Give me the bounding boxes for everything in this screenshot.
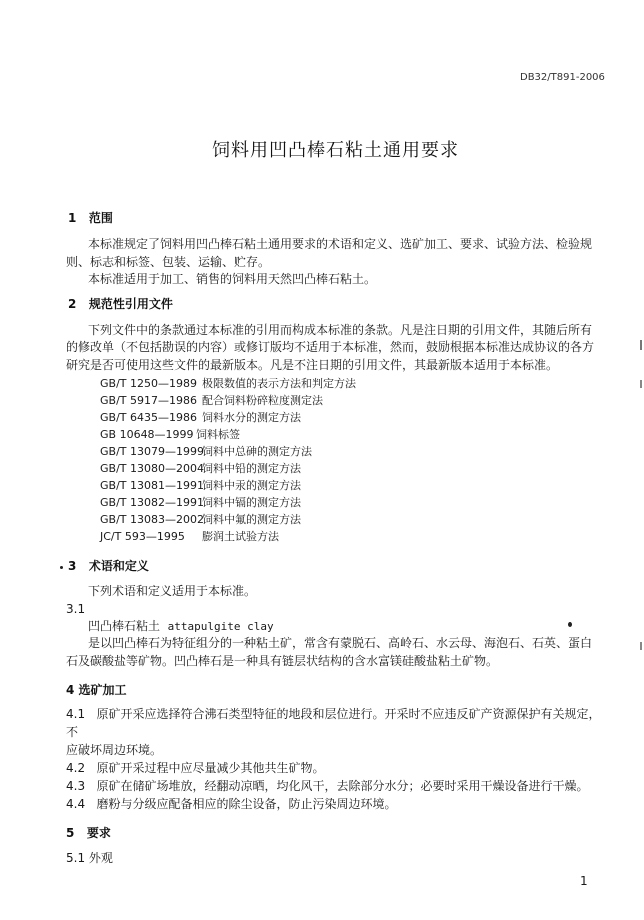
reference-item [100,528,279,544]
section-4-heading [66,681,127,698]
section-3-intro: 下列术语和定义适用于本标准。 [88,584,257,598]
reference-item [100,392,323,408]
reference-item [100,511,301,527]
subsection-number: 5.1 [66,851,86,865]
term-heading [88,618,274,635]
scan-speck [60,566,63,569]
item-number: 4.4 [66,797,86,811]
item-text: 原矿开采应选择符合沸石类型特征的地段和层位进行。开采时不应违反矿产资源保护有关规定， [96,707,601,721]
section-1-heading [68,209,113,226]
reference-code: GB/T 1250—1989 [100,377,197,390]
item-text: 磨粉与分级应配备相应的除尘设备，防止污染周边环境。 [96,797,397,811]
reference-code: GB 10648—1999 [100,428,194,441]
reference-name: 饲料中铅的测定方法 [202,462,301,475]
term-definition-line-2: 石及碳酸盐等矿物。凹凸棒石是一种具有链层状结构的含水富镁硅酸盐粘土矿物。 [66,654,499,668]
section-title: 选矿加工 [78,683,127,697]
reference-item [100,426,240,442]
section-2-intro-line-1: 下列文件中的条款通过本标准的引用而构成本标准的条款。凡是注日期的引用文件，其随后所有 [88,323,593,337]
reference-name: 膨润土试验方法 [202,530,279,543]
section-2-intro-line-3: 研究是否可使用这些文件的最新版本。凡是不注日期的引用文件，其最新版本适用于本标准。 [66,358,559,372]
section-title: 范围 [88,211,113,225]
reference-code: JC/T 593—1995 [100,530,185,543]
document-code: DB32/T891-2006 [520,72,605,83]
reference-name: 饲料中总砷的测定方法 [202,445,312,458]
scan-edge-mark [640,380,642,388]
reference-name: 饲料中镉的测定方法 [202,496,301,509]
section-4-item [66,796,397,813]
page-number: 1 [580,874,588,888]
reference-name: 配合饲料粉碎粒度测定法 [202,394,323,407]
section-5-1-heading [66,850,113,867]
term-definition-line-1: 是以凹凸棒石为特征组分的一种粘土矿，常含有蒙脱石、高岭石、水云母、海泡石、石英、蛋白 [88,636,593,650]
scan-edge-mark [640,340,642,350]
section-1-para-2: 本标准适用于加工、销售的饲料用天然凹凸棒石粘土。 [88,272,377,286]
section-5-heading [66,824,111,841]
section-4-item [66,760,325,777]
reference-code: GB/T 13082—1991 [100,496,204,509]
document-title: 饲料用凹凸棒石粘土通用要求 [212,140,459,161]
reference-name: 极限数值的表示方法和判定方法 [202,377,356,390]
section-number: 2 [68,297,77,311]
reference-code: GB/T 6435—1986 [100,411,197,424]
section-number: 3 [68,559,77,573]
section-number: 5 [66,826,75,840]
reference-name: 饲料水分的测定方法 [202,411,301,424]
reference-item [100,494,301,510]
section-1-para-1-line-2: 则、标志和标签、包装、运输、贮存。 [66,255,271,269]
reference-code: GB/T 5917—1986 [100,394,197,407]
section-title: 术语和定义 [88,559,149,573]
term-chinese: 凹凸棒石粘土 [88,619,161,633]
reference-name: 饲料标签 [196,428,240,441]
reference-code: GB/T 13083—2002 [100,513,204,526]
section-title: 规范性引用文件 [88,297,173,311]
section-number: 1 [68,211,77,225]
section-4-item [66,706,601,723]
term-english: attapulgite clay [167,620,274,633]
reference-name: 饲料中氟的测定方法 [202,513,301,526]
item-text: 原矿在储矿场堆放，经翻动凉晒，均化风干，去除部分水分；必要时采用干燥设备进行干燥。 [96,779,589,793]
section-4-item [66,778,589,795]
reference-item [100,477,301,493]
item-number: 4.3 [66,779,86,793]
reference-code: GB/T 13079—1999 [100,445,204,458]
reference-item [100,409,301,425]
item-number: 4.1 [66,707,86,721]
reference-code: GB/T 13080—2004 [100,462,204,475]
item-number: 4.2 [66,761,86,775]
subsection-title: 外观 [88,851,113,865]
section-title: 要求 [86,826,111,840]
scan-edge-mark [640,642,642,650]
reference-item [100,460,301,476]
section-4-item-1-line-3: 应破坏周边环境。 [66,743,163,757]
item-text: 原矿开采过程中应尽量减少其他共生矿物。 [96,761,325,775]
scan-speck [568,622,572,627]
reference-code: GB/T 13081—1991 [100,479,204,492]
reference-item [100,375,356,391]
section-2-intro-line-2: 的修改单（不包括勘误的内容）或修订版均不适用于本标准，然而，鼓励根据本标准达成协议的各方 [66,340,595,354]
section-3-heading [68,557,149,574]
section-number: 4 [66,683,75,697]
section-1-para-1-line-1: 本标准规定了饲料用凹凸棒石粘土通用要求的术语和定义、选矿加工、要求、试验方法、检验规 [88,237,593,251]
section-2-heading [68,295,173,312]
section-4-item-1-line-2: 不 [66,725,79,739]
section-3-1-number: 3.1 [66,602,86,616]
reference-name: 饲料中汞的测定方法 [202,479,301,492]
reference-item [100,443,312,459]
